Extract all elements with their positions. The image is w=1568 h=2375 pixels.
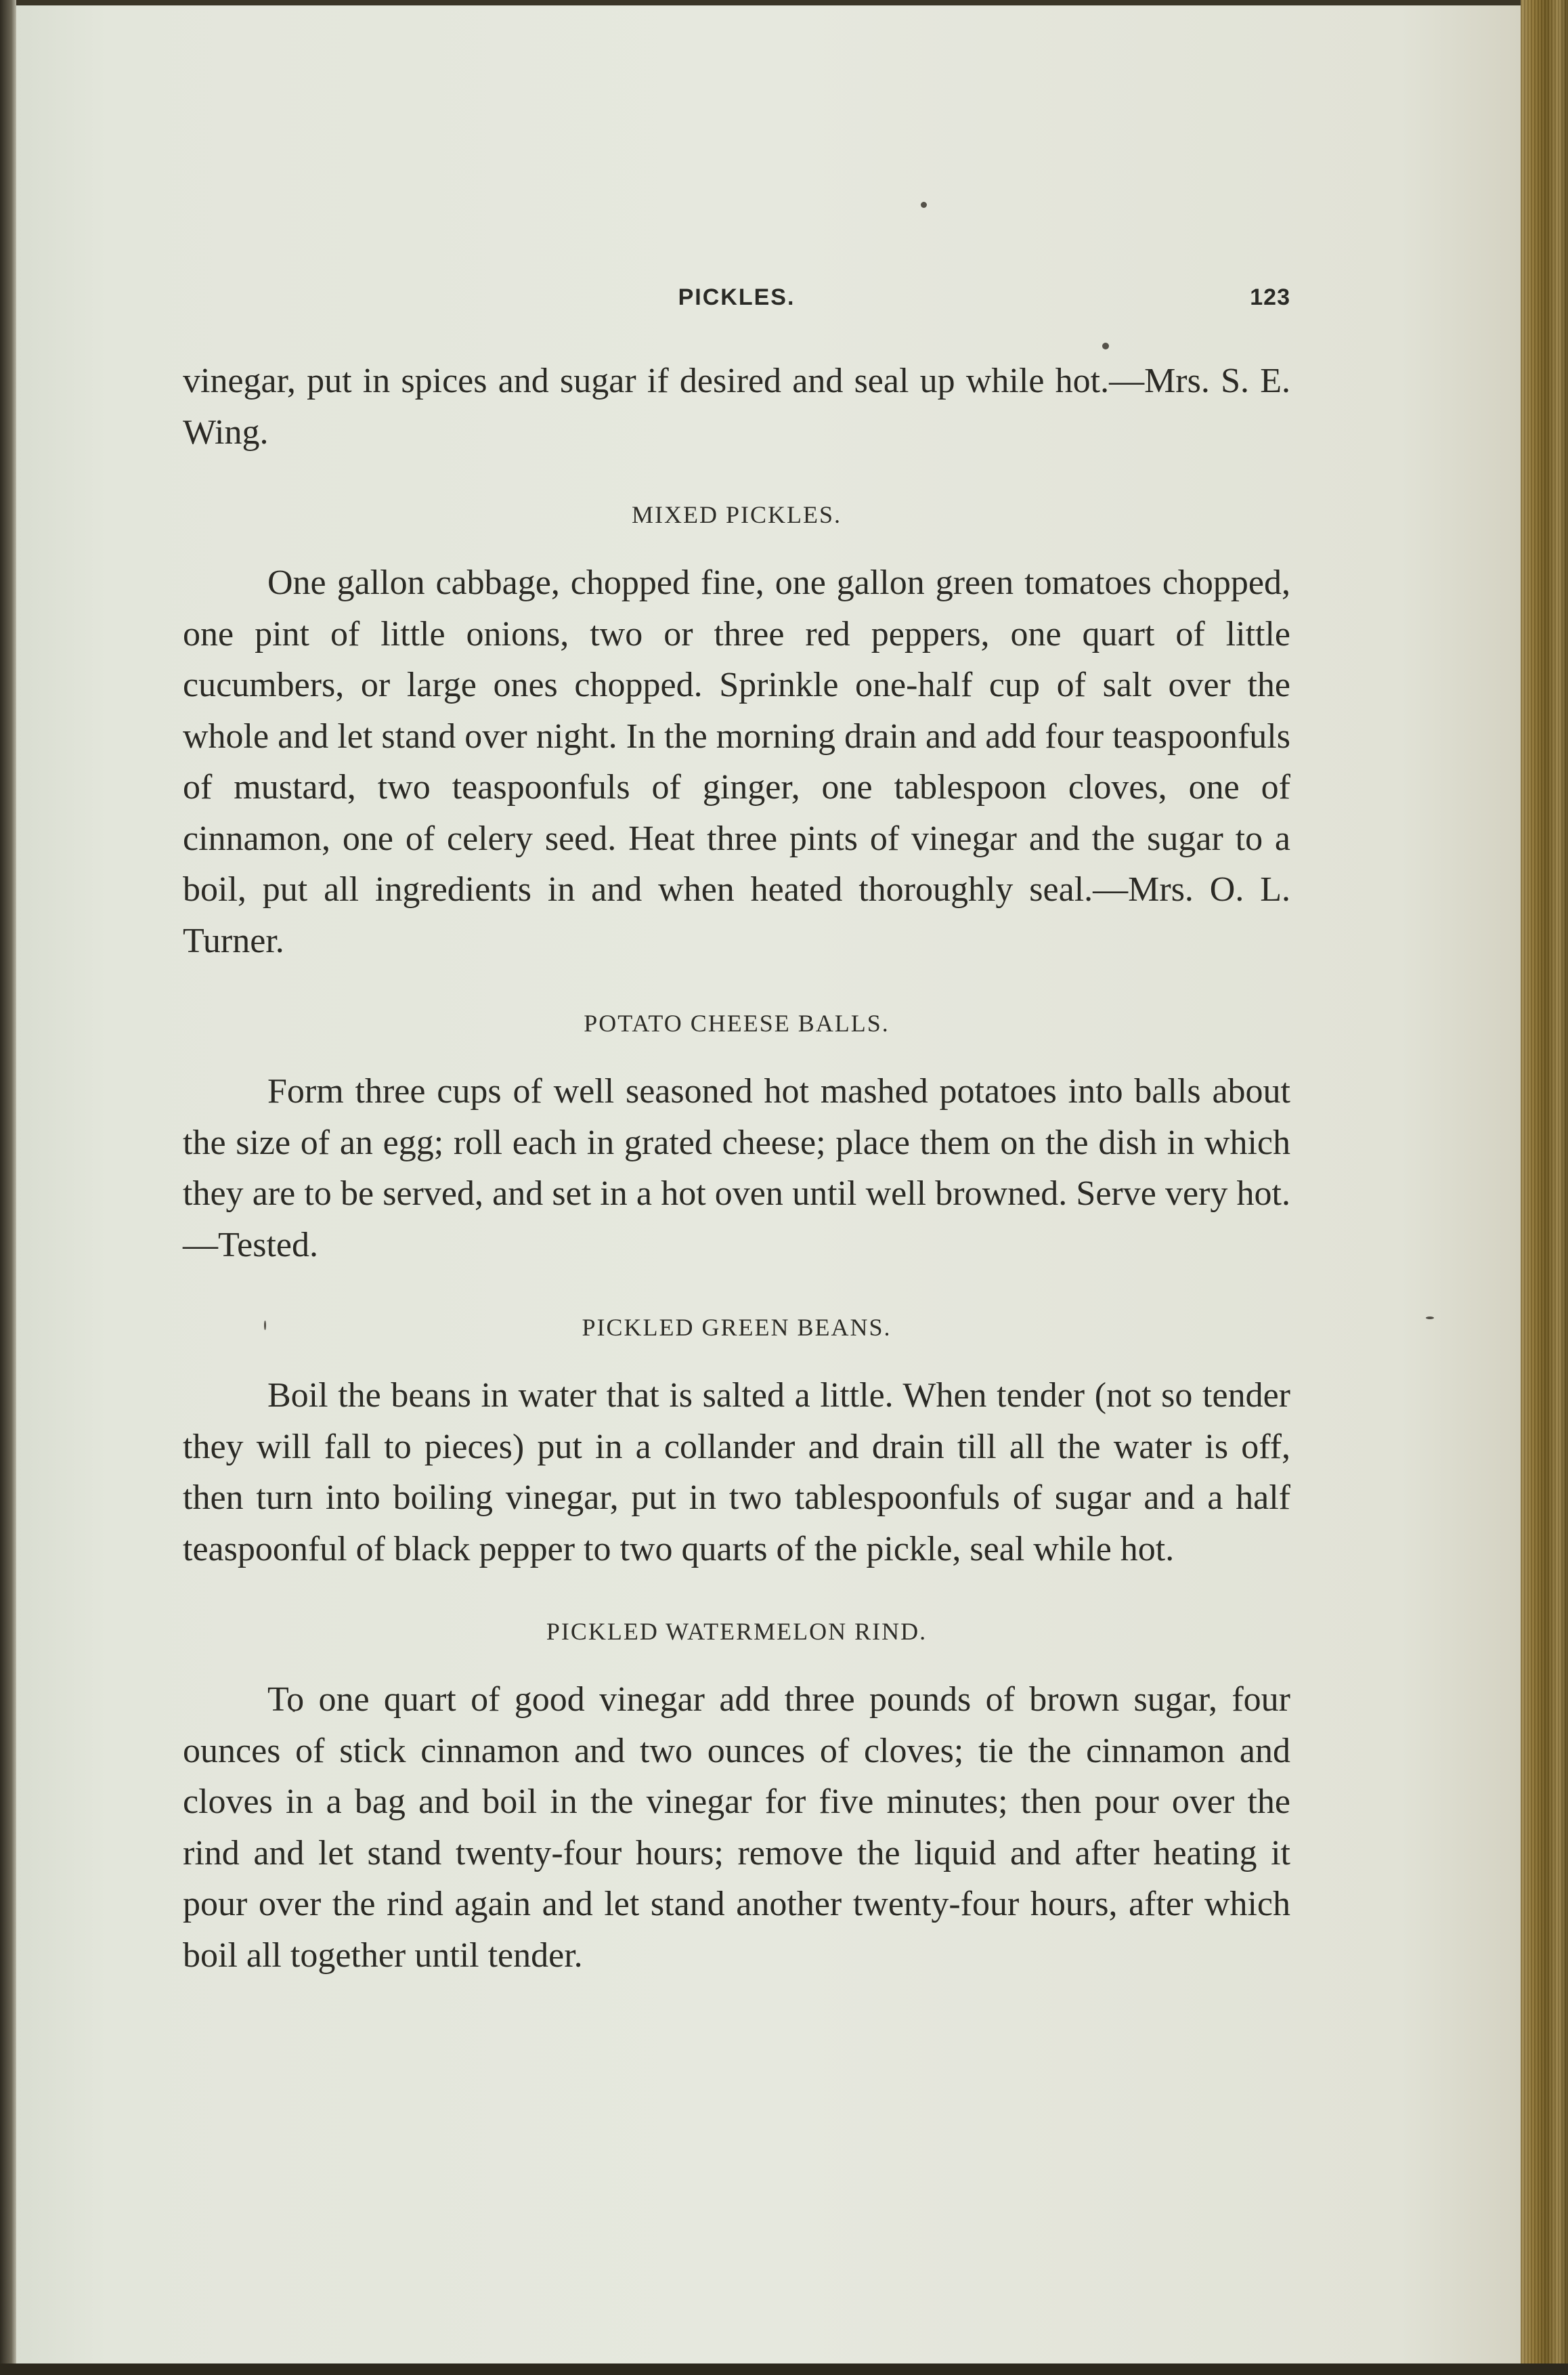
continuation-paragraph: vinegar, put in spices and sugar if desired and seal up while hot.—Mrs. S. E. Wing.	[183, 362, 1290, 452]
page-speck	[1426, 1317, 1434, 1319]
page-number: 123	[1250, 284, 1290, 310]
bottom-edge	[0, 2363, 1568, 2375]
running-head	[183, 284, 1290, 325]
recipe-text-potato-cheese-balls: Form three cups of well seasoned hot mashed potatoes into balls about the size of an egg; roll each in grated cheese; place them on the dish in which they are to be served, and set in a hot oven until well browned. Serve very hot.—Tested.	[183, 1072, 1290, 1264]
book-gutter	[0, 0, 16, 2375]
recipe-title-potato-cheese-balls: POTATO CHEESE BALLS.	[584, 1010, 890, 1037]
page-edges	[1521, 0, 1568, 2375]
recipe-title-mixed-pickles: MIXED PICKLES.	[631, 501, 842, 528]
running-title: PICKLES.	[678, 284, 796, 310]
recipe-title-pickled-watermelon-rind: PICKLED WATERMELON RIND.	[546, 1618, 928, 1645]
recipe-text-pickled-watermelon-rind: To one quart of good vinegar add three pounds of brown sugar, four ounces of stick cinnamon and two ounces of cloves; tie the cinnamon and cloves in a bag and boil in the vinegar for five minutes; then pour over the rind and let stand twenty-four hours; remove the liquid and after heating it pour over the rind again and let stand another twenty-four hours, after which boil all together until tender.	[183, 1680, 1290, 1975]
page-speck	[1102, 343, 1109, 349]
recipe-title-pickled-green-beans: PICKLED GREEN BEANS.	[582, 1314, 892, 1341]
page-speck	[921, 202, 927, 208]
text-block	[183, 356, 1290, 1981]
recipe-text-pickled-green-beans: Boil the beans in water that is salted a little. When tender (not so tender they will fall to pieces) put in a collander and drain till all the water is off, then turn into boiling vinegar, put in two tablespoonfuls of sugar and a half teaspoonful of black pepper to two quarts of the pickle, seal while hot.	[183, 1376, 1290, 1568]
recipe-text-mixed-pickles: One gallon cabbage, chopped fine, one gallon green tomatoes chopped, one pint of little onions, two or three red peppers, one quart of little cucumbers, or large ones chopped. Sprinkle one-half cup of salt over the whole and let stand over night. In the morning drain and add four teaspoonfuls of mustard, two teaspoonfuls of ginger, one tablespoon cloves, one of cinnamon, one of celery seed. Heat three pints of vinegar and the sugar to a boil, put all ingredients in and when heated thoroughly seal.—Mrs. O. L. Turner.	[183, 563, 1290, 960]
